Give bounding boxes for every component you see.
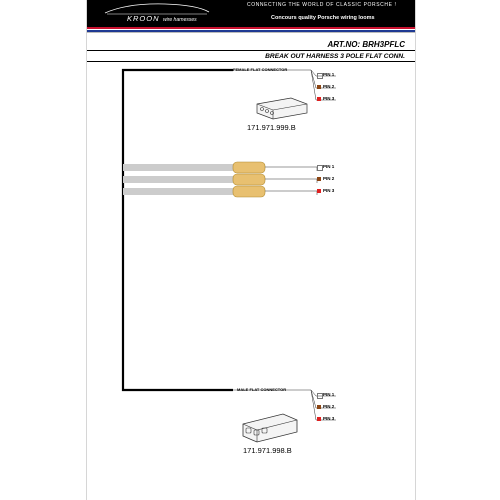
harness-title: BREAK OUT HARNESS 3 POLE FLAT CONN.	[265, 53, 405, 60]
breakout-wire-2	[123, 176, 233, 183]
mid-pin2-swatch	[317, 177, 321, 181]
main-cable	[123, 70, 233, 390]
female-pin2-swatch	[317, 85, 321, 89]
gold-terminal-2	[233, 174, 265, 185]
female-pin3-swatch	[317, 97, 321, 101]
female-part-number: 171.971.999.B	[247, 123, 296, 132]
male-pin1-label: PIN 1	[323, 392, 335, 397]
breakout-wire-1	[123, 164, 233, 171]
header-subtitle: Concours quality Porsche wiring looms	[271, 15, 375, 21]
breakout-wires	[123, 162, 317, 197]
header-tagline: CONNECTING THE WORLD OF CLASSIC PORSCHE !	[247, 2, 397, 8]
male-part-number: 171.971.998.B	[243, 446, 292, 455]
female-connector-label: FEMALE FLAT CONNECTOR	[233, 67, 288, 72]
drawing-sheet	[86, 0, 416, 500]
mid-pin3-label: PIN 3	[323, 188, 335, 193]
breakout-wire-3	[123, 188, 233, 195]
male-pin3-swatch	[317, 417, 321, 421]
male-connector-label: MALE FLAT CONNECTOR	[237, 387, 287, 392]
female-pin3-label: PIN 3	[323, 96, 335, 101]
male-pin3-label: PIN 3	[323, 416, 335, 421]
female-pin1-label: PIN 1	[323, 72, 335, 77]
female-connector-drawing	[257, 98, 307, 119]
gold-terminal-3	[233, 186, 265, 197]
wiring-diagram	[87, 0, 415, 500]
mid-pin2-label: PIN 2	[323, 176, 335, 181]
gold-terminal-1	[233, 162, 265, 173]
article-number: ART.NO: BRH3PFLC	[327, 40, 405, 49]
male-pin2-label: PIN 2	[323, 404, 335, 409]
female-pin2-label: PIN 2	[323, 84, 335, 89]
male-connector-drawing	[243, 414, 297, 442]
mid-pin1-label: PIN 1	[323, 164, 335, 169]
male-pin2-swatch	[317, 405, 321, 409]
logo-text: KROON	[127, 14, 160, 23]
logo-sub: wire harnesses	[163, 17, 197, 23]
mid-pin3-swatch	[317, 189, 321, 193]
